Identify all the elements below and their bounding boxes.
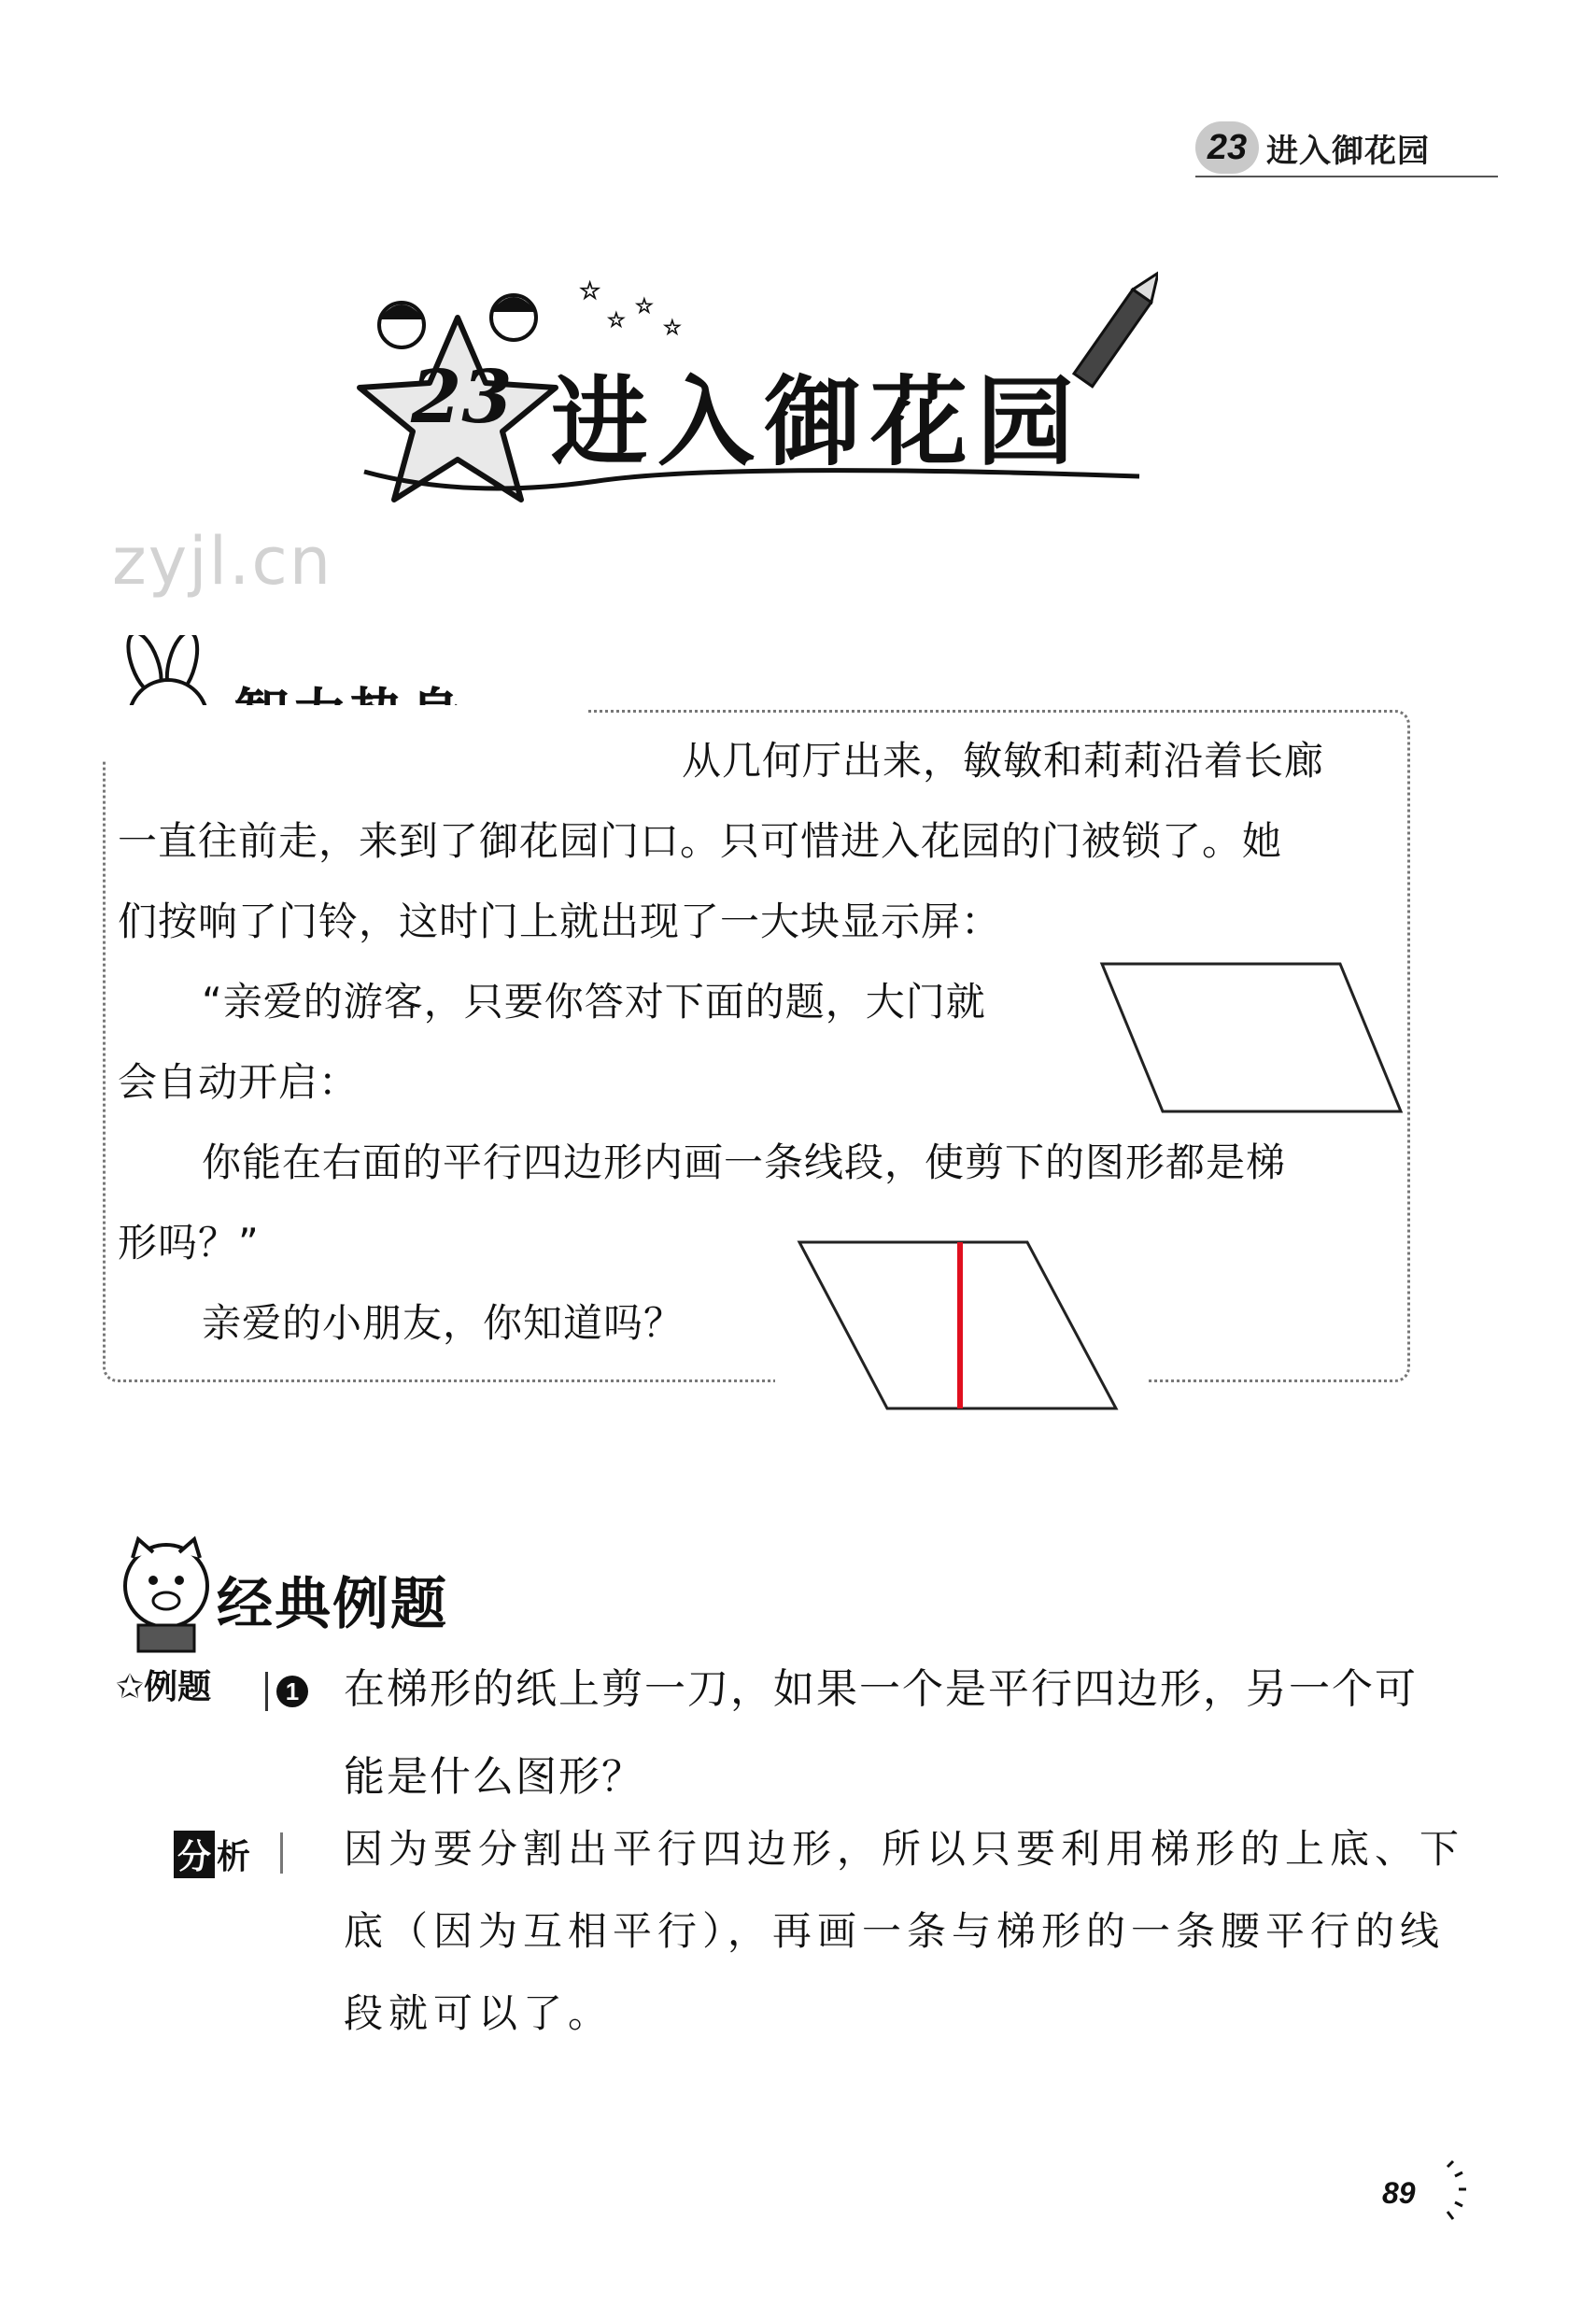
banner-chapter-number: 23	[411, 355, 513, 440]
header-chapter-number: 23	[1195, 121, 1259, 174]
analysis-label	[174, 1831, 250, 1878]
story-line-5: 会自动开启：	[118, 1059, 360, 1105]
story-line-1: 从几何厅出来，敏敏和莉莉沿着长廊	[682, 738, 1325, 784]
svg-text:☆: ☆	[607, 309, 626, 332]
header-chapter-title: 进入御花园	[1266, 133, 1430, 170]
section-title-classic: 经典例题	[217, 1572, 448, 1637]
story-line-7: 形吗？”	[118, 1220, 260, 1266]
story-line-3: 们按响了门铃，这时门上就出现了一大块显示屏：	[118, 898, 1002, 944]
analysis-line-2: 底（因为互相平行），再画一条与梯形的一条腰平行的线	[344, 1908, 1446, 1954]
page-number: 89	[1382, 2176, 1416, 2210]
story-line-4: “亲爱的游客，只要你答对下面的题，大门就	[202, 979, 986, 1025]
story-line-6: 你能在右面的平行四边形内画一条线段，使剪下的图形都是梯	[202, 1139, 1287, 1185]
analysis-line-3: 段就可以了。	[344, 1990, 614, 2036]
svg-text:☆: ☆	[579, 277, 601, 305]
svg-text:☆: ☆	[635, 295, 654, 318]
chapter-banner	[355, 262, 1158, 504]
example-number: 1	[276, 1676, 308, 1707]
analysis-line-1: 因为要分割出平行四边形，所以只要利用梯形的上底、下	[344, 1826, 1465, 1872]
story-line-2: 一直往前走，来到了御花园门口。只可惜进入花园的门被锁了。她	[118, 818, 1283, 864]
banner-chapter-title: 进入御花园	[551, 365, 1084, 479]
example-label-text: 例题	[144, 1668, 212, 1706]
answer-figure	[775, 1214, 1149, 1438]
story-line-8: 亲爱的小朋友，你知道吗？	[202, 1300, 685, 1346]
svg-text:☆: ☆	[663, 317, 682, 340]
analysis-label-box: 分	[174, 1831, 215, 1878]
parallelogram-figure	[1093, 953, 1410, 1121]
running-header	[1186, 120, 1504, 176]
header-rule	[1195, 176, 1498, 177]
page-number-burst-icon	[1373, 2159, 1466, 2225]
warmup-box-notch	[101, 705, 586, 761]
example-star-icon: ✩	[116, 1668, 145, 1706]
example-question-line-1: 在梯形的纸上剪一刀，如果一个是平行四边形，另一个可	[344, 1665, 1418, 1713]
example-divider	[265, 1672, 268, 1711]
pig-mascot-icon	[110, 1532, 222, 1653]
analysis-label-rest: 析	[217, 1838, 251, 1876]
analysis-divider	[280, 1832, 283, 1874]
watermark: zyjl.cn	[112, 523, 333, 600]
example-label	[116, 1661, 211, 1708]
example-question-line-2: 能是什么图形？	[344, 1753, 644, 1801]
